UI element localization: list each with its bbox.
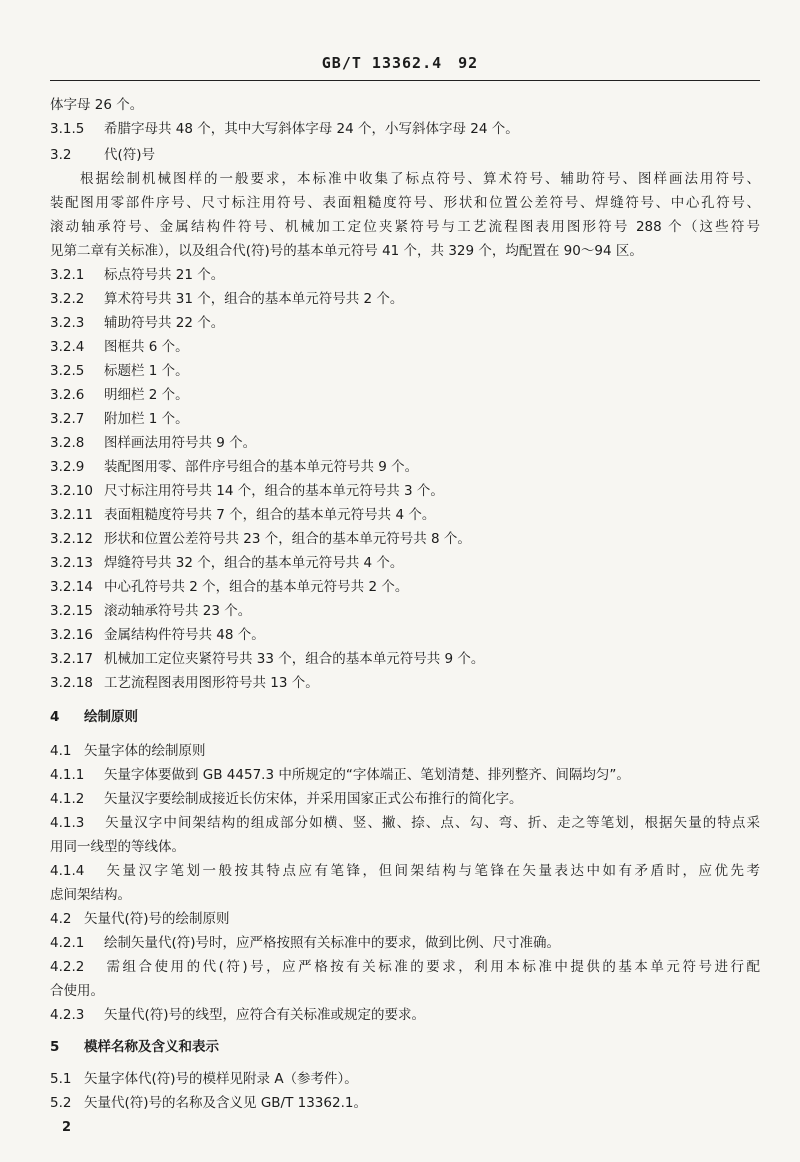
- clause-text: 算术符号共 31 个，组合的基本单元符号共 2 个。: [104, 291, 404, 307]
- clause-text: 矢量汉字要绘制成接近长仿宋体，并采用国家正式公布推行的简化字。: [104, 791, 523, 807]
- clause-text: 矢量汉字笔划一般按其特点应有笔锋，但间架结构与笔锋在矢量表达中如有矛盾时，应优先考: [104, 863, 760, 879]
- clause-number: 5.2: [50, 1095, 72, 1111]
- clause-text: 表面粗糙度符号共 7 个，组合的基本单元符号共 4 个。: [104, 507, 436, 523]
- clause-item: [50, 338, 189, 356]
- clause-4-1-3: [50, 814, 760, 832]
- clause-text: 标点符号共 21 个。: [104, 267, 225, 283]
- clause-text: 工艺流程图表用图形符号共 13 个。: [104, 675, 319, 691]
- clause-item: [50, 578, 408, 596]
- clause-item: [50, 554, 403, 572]
- clause-number: 3.2.11: [50, 507, 93, 523]
- clause-text: 矢量字体要做到 GB 4457.3 中所规定的“字体端正、笔划清楚、排列整齐、间隔均匀”。: [104, 767, 630, 783]
- clause-3-1-5: [50, 120, 519, 138]
- clause-number: 4.2.2: [50, 959, 85, 975]
- clause-text: 滚动轴承符号共 23 个。: [104, 603, 252, 619]
- page-number: 2: [62, 1120, 72, 1135]
- clause-number: 4.1.3: [50, 815, 85, 831]
- clause-text: 附加栏 1 个。: [104, 411, 189, 427]
- clause-text: 矢量字体代(符)号的模样见附录 A（参考件）。: [84, 1071, 358, 1087]
- clause-text: 矢量代(符)号的名称及含义见 GB/T 13362.1。: [84, 1095, 367, 1111]
- clause-4-1-2: [50, 790, 523, 808]
- clause-number: 4.1: [50, 743, 72, 759]
- clause-item: [50, 314, 224, 332]
- clause-item: [50, 266, 224, 284]
- clause-item: [50, 386, 189, 404]
- clause-number: 4.1.2: [50, 791, 85, 807]
- clause-number: 4.2.3: [50, 1007, 85, 1023]
- clause-text: 需组合使用的代(符)号，应严格按有关标准的要求，利用本标准中提供的基本单元符号进行配: [104, 959, 760, 975]
- clause-item: [50, 530, 471, 548]
- clause-text: 辅助符号共 22 个。: [104, 315, 225, 331]
- clause-number: 3.2.3: [50, 315, 85, 331]
- clause-text: 焊缝符号共 32 个，组合的基本单元符号共 4 个。: [104, 555, 404, 571]
- paragraph-line: 装配图用零部件序号、尺寸标注用符号、表面粗糙度符号、形状和位置公差符号、焊缝符号、中心孔符号、: [50, 195, 760, 211]
- clause-text: 矢量代(符)号的线型，应符合有关标准或规定的要求。: [104, 1007, 426, 1023]
- paragraph-line: 滚动轴承符号、金属结构件符号、机械加工定位夹紧符号与工艺流程图表用图形符号 288 个（这些符号: [50, 219, 760, 235]
- clause-text: 金属结构件符号共 48 个。: [104, 627, 265, 643]
- clause-item: [50, 362, 189, 380]
- clause-number: 4.1.1: [50, 767, 85, 783]
- clause-number: 3.2.1: [50, 267, 85, 283]
- clause-5-2: [50, 1094, 367, 1112]
- clause-number: 3.2.14: [50, 579, 93, 595]
- section-title: 绘制原则: [84, 709, 138, 725]
- clause-item: [50, 602, 251, 620]
- clause-number: 3.2.5: [50, 363, 85, 379]
- clause-text: 形状和位置公差符号共 23 个，组合的基本单元符号共 8 个。: [104, 531, 471, 547]
- standard-code-header: GB/T 13362.4 92: [321, 54, 479, 72]
- clause-text: 尺寸标注用符号共 14 个，组合的基本单元符号共 3 个。: [104, 483, 444, 499]
- clause-text: 绘制矢量代(符)号时，应严格按照有关标准中的要求，做到比例、尺寸准确。: [104, 935, 561, 951]
- clause-number: 3.2.4: [50, 339, 85, 355]
- clause-number: 3.2.16: [50, 627, 93, 643]
- clause-number: 4.2.1: [50, 935, 85, 951]
- clause-text: 代(符)号: [104, 147, 156, 163]
- clause-number: 3.2.6: [50, 387, 85, 403]
- clause-4-1-1: [50, 766, 630, 784]
- clause-number: 3.2: [50, 147, 72, 163]
- clause-4-1-4: [50, 862, 760, 880]
- clause-number: 4.1.4: [50, 863, 85, 879]
- clause-item: [50, 290, 403, 308]
- clause-text: 图样画法用符号共 9 个。: [104, 435, 257, 451]
- clause-item: [50, 482, 444, 500]
- section-heading-5: [50, 1038, 219, 1056]
- clause-text: 机械加工定位夹紧符号共 33 个，组合的基本单元符号共 9 个。: [104, 651, 485, 667]
- section-number: 5: [50, 1039, 60, 1055]
- clause-item: [50, 650, 484, 668]
- clause-number: 4.2: [50, 911, 72, 927]
- clause-number: 3.2.18: [50, 675, 93, 691]
- clause-4-2-2: [50, 958, 760, 976]
- clause-number: 3.2.7: [50, 411, 85, 427]
- clause-number: 3.2.13: [50, 555, 93, 571]
- clause-text: 图框共 6 个。: [104, 339, 189, 355]
- clause-text: 装配图用零、部件序号组合的基本单元符号共 9 个。: [104, 459, 419, 475]
- clause-text: 明细栏 2 个。: [104, 387, 189, 403]
- clause-number: 3.2.12: [50, 531, 93, 547]
- clause-number: 3.2.10: [50, 483, 93, 499]
- section-heading-4: [50, 708, 138, 726]
- clause-number: 3.2.9: [50, 459, 85, 475]
- paragraph-line: 见第二章有关标准），以及组合代(符)号的基本单元符号 41 个，共 329 个，均配置在 90～94 区。: [50, 243, 643, 259]
- continuation-line: 虑间架结构。: [50, 887, 131, 903]
- clause-item: [50, 434, 256, 452]
- clause-text: 矢量汉字中间架结构的组成部分如横、竖、撇、捺、点、勾、弯、折、走之等笔划，根据矢量的特点采: [104, 815, 760, 831]
- section-number: 4: [50, 709, 60, 725]
- clause-number: 3.2.17: [50, 651, 93, 667]
- clause-5-1: [50, 1070, 358, 1088]
- continuation-line: 用同一线型的等线体。: [50, 839, 185, 855]
- clause-item: [50, 458, 418, 476]
- clause-text: 矢量字体的绘制原则: [84, 743, 206, 759]
- clause-number: 5.1: [50, 1071, 72, 1087]
- clause-text: 矢量代(符)号的绘制原则: [84, 911, 230, 927]
- clause-text: 希腊字母共 48 个，其中大写斜体字母 24 个，小写斜体字母 24 个。: [104, 121, 519, 137]
- continuation-line: 合使用。: [50, 983, 104, 999]
- clause-4-2-1: [50, 934, 560, 952]
- section-title: 模样名称及含义和表示: [84, 1039, 219, 1055]
- clause-text: 标题栏 1 个。: [104, 363, 189, 379]
- clause-number: 3.2.8: [50, 435, 85, 451]
- clause-item: [50, 626, 265, 644]
- clause-text: 中心孔符号共 2 个，组合的基本单元符号共 2 个。: [104, 579, 409, 595]
- text-line: 体字母 26 个。: [50, 97, 144, 113]
- clause-4-1: [50, 742, 206, 760]
- header-rule: [50, 80, 760, 81]
- clause-item: [50, 506, 435, 524]
- clause-4-2-3: [50, 1006, 425, 1024]
- clause-number: 3.2.15: [50, 603, 93, 619]
- paragraph-line: 根据绘制机械图样的一般要求，本标准中收集了标点符号、算术符号、辅助符号、图样画法用符号、: [80, 171, 760, 187]
- clause-item: [50, 410, 189, 428]
- clause-3-2: [50, 146, 155, 164]
- clause-number: 3.1.5: [50, 121, 85, 137]
- clause-4-2: [50, 910, 230, 928]
- clause-item: [50, 674, 319, 692]
- clause-number: 3.2.2: [50, 291, 85, 307]
